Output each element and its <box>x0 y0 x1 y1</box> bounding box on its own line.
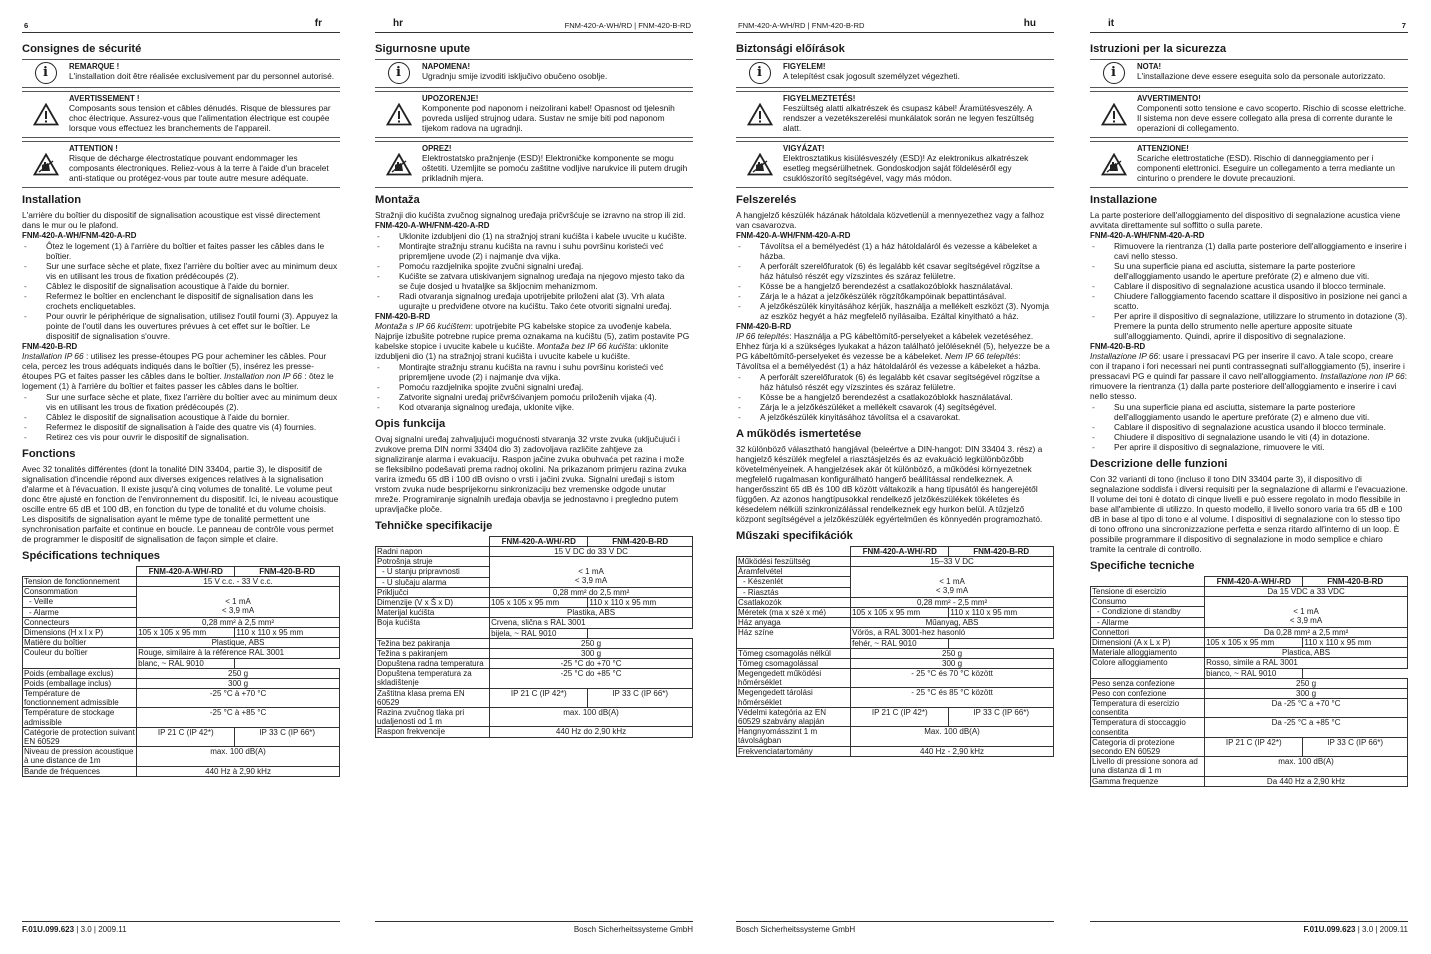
page-footer: F.01U.099.623 | 3.0 | 2009.11 <box>1090 921 1408 935</box>
notice-box <box>736 59 1054 88</box>
installation-intro: L'arrière du boîtier du dispositif de signalisation acoustique est vissé directement dans le mur ou le plafond. <box>22 210 321 231</box>
table-row: Matière du boîtier Plastique, ABS <box>23 638 340 648</box>
specs-heading: Spécifications techniques <box>22 549 161 562</box>
specs-heading: Műszaki specifikációk <box>736 529 853 542</box>
table-row: Température de fonctionnement admissible -25 °C à +70 °C <box>23 689 340 708</box>
installation-heading: Installazione <box>1090 194 1158 207</box>
table-row: Boja kućišta Crvena, slična s RAL 3001 <box>376 618 693 628</box>
warning-box <box>1090 91 1408 138</box>
functions-text: Ovaj signalni uređaj zahvaljujući mogućnosti stvaranja 32 vrste zvuka (uključujući i zvukove prema DIN normi 33404 dio 3) zadovoljava različite zahtjeve za signaliziranje alarma i evakuaciju. Raspon jačine zvuka obuhvaća pet razina i može se fleksibilno podešavati prema radnoj okolini. Na prikazanom primjeru razina zvuka varira između 65 dB i 100 dB ovisno o vrsti i jačini zvuka. Signalni uređaji s istom vrstom zvuka nude besprijekornu sinkronizaciju bez vremenske odgode unutar mreže. Programiranje signalnih uređaja obavlja se jednostavno i pregledno putem upravljačke ploče. <box>375 433 687 514</box>
esd-hand-icon <box>33 153 59 176</box>
table-row: Materiale alloggiamento Plastica, ABS <box>1091 648 1408 658</box>
notice-label: NOTA! <box>1137 61 1162 71</box>
table-row: Dimenzije (V x Š x D) 105 x 105 x 95 mm 110 x 110 x 95 mm <box>376 597 693 607</box>
caution-text: Elektrostatsko pražnjenje (ESD)! Elektroničke komponente se mogu oštetiti. Uzemljite se pomoću zaštitne vodljive narukvice ili putem drugih prikladnih mjera. <box>422 153 688 184</box>
list-item: - Radi otvaranja signalnog uređaja upotrijebite priloženi alat (3). Vrh alata ugurajte u predviđene otvore na kućištu. Tako ćete otvoriti signalni uređaj. <box>375 291 693 311</box>
specs-table: FNM-420-A-WH/-RD FNM-420-B-RD Tensione di esercizio Da 15 VDC a 33 VDC Consumo < 1 mA < 3,9 mA - Condizione di standby - Allarme Connettori Da 0,28 mm² a 2,5 mm² Dimensioni (A x L x P) 105 x 105 x 95 mm 110 x 110 x 95 mm Materiale alloggiamento Plastica, ABS Colore alloggiamento Rosso, simile a RAL 3001 bianco, ~ RAL 9010 Peso senza confezione 250 g Peso con confezione 300 g Temperatura di esercizio consentita Da -25 °C a +70 °C Temperatura di stoccaggio consentita Da -25 °C a +85 °C Categoria di protezione secondo EN 60529 IP 21 C (IP 42*) IP 33 C (IP 66*) Livello di pressione sonora ad una distanza di 1 m max. 100 dB(A) Gamma frequenze Da 440 Hz a 2,90 kHz <box>1090 576 1408 787</box>
warning-label: FIGYELMEZTETÉS! <box>783 93 856 103</box>
list-item: - Távolítsa el a bemélyedést (1) a ház hátoldaláról és vezesse a kábeleket a házba. <box>736 241 1054 261</box>
specs-heading: Tehničke specifikacije <box>375 519 493 532</box>
caution-text: Scariche elettrostatiche (ESD). Rischio di danneggiamento per i componenti elettronici. Eseguire un collegamento a terra mediante un cinturino o prendere le dovute precauzioni. <box>1137 153 1395 184</box>
table-row: Tensione di esercizio Da 15 VDC a 33 VDC <box>1091 587 1408 597</box>
list-item: - Sur une surface sèche et plate, fixez l'arrière du boîtier avec au minimum deux vis en utilisant les trous de fixation prédécoupés (2). <box>22 392 340 412</box>
model-b-heading: FNM-420-B-RD <box>1090 341 1146 351</box>
model-a-heading: FNM-420-A-WH/FNM-420-A-RD <box>22 231 137 241</box>
list-item: - Chiudere l'alloggiamento facendo scattare il dispositivo in posizione nei ganci a scatto. <box>1090 291 1408 311</box>
model-b-heading: FNM-420-B-RD <box>375 311 431 321</box>
table-row: Peso senza confezione 250 g <box>1091 678 1408 688</box>
table-row: Gamma frequenze Da 440 Hz a 2,90 kHz <box>1091 776 1408 786</box>
page-body <box>375 33 693 738</box>
table-row: - Allarme <box>1091 617 1408 627</box>
caution-label: ATTENZIONE! <box>1137 144 1189 154</box>
table-row: Connettori Da 0,28 mm² a 2,5 mm² <box>1091 627 1408 637</box>
model-a-steps <box>375 231 693 311</box>
model-b-intro: IP 66 telepítés: Használja a PG kábeltömítő-perselyeket a kábelek vezetéséhez. Ehhez fúrja ki a szükséges lyukakat a házon található jelöléseknél (5), helyezze be a PG kábeltömítő-perselyeket és vezesse be a kábeleket. Nem IP 66 telepítés: Távolítsa el a bemélyedést (1) a ház hátoldaláról és vezesse a kábeleket a házba. <box>736 331 1050 372</box>
language-code: it <box>1108 18 1115 30</box>
page-body <box>1090 33 1408 787</box>
page-italian <box>1090 17 1408 935</box>
list-item: - Montirajte stražnju stranu kućišta na ravnu i suhu površinu koristeći već pripremljene uvode (2) i najmanje dva vijka. <box>375 241 693 261</box>
table-row: - Veille <box>23 597 340 607</box>
model-b-steps <box>22 392 340 442</box>
functions-text: 32 különböző választható hangjával (beleértve a DIN-hangot: DIN 33404 3. rész) a hangjelző készülék megfelel a riasztásjelzés és az evakuáció legkülönbözőbb követelményeinek. A hangjelzések akár öt különböző, a működési környezetnek megfelelő rugalmasan konfigurálható hangerő beállítással rendelkeznek. A hangerősszint 65 dB és 100 dB között váltakozik a hang típusától és hangerejétől függően. Az azonos hangtípusokkal rendelkező jelzőkészülékek tökéletes és késedelem nélküli szinkronizálással rendelkeznek egy hurkon belül. A tűzjelző központ segítségével a jelzőkészülék egyértelműen és könnyedén programozható. <box>736 443 1043 524</box>
notice-text: Ugradnju smije izvoditi isključivo obučeno osoblje. <box>422 71 608 82</box>
installation-heading: Montaža <box>375 194 420 207</box>
table-row: Dopuštena temperatura za skladištenje -25 °C do +85 °C <box>376 669 693 688</box>
table-row: - Riasztás <box>737 587 1054 597</box>
list-item: - Refermez le boîtier en enclenchant le dispositif de signalisation dans les crochets encliquetables. <box>22 291 340 311</box>
list-item: - A perforált szerelőfuratok (6) és legalább két csavar segítségével rögzítse a ház hátulsó részét egy vízszintes és száraz felületre. <box>736 261 1054 281</box>
table-row: Dimensioni (A x L x P) 105 x 105 x 95 mm 110 x 110 x 95 mm <box>1091 637 1408 647</box>
caution-label: VIGYÁZAT! <box>783 144 825 154</box>
installation-intro: Stražnji dio kućišta zvučnog signalnog uređaja pričvršćuje se izravno na strop ili zid. <box>375 210 686 221</box>
info-icon: i <box>749 62 771 84</box>
table-row: Razina zvučnog tlaka pri udaljenosti od 1 m max. 100 dB(A) <box>376 708 693 727</box>
page-footer: Bosch Sicherheitssysteme GmbH <box>736 921 1054 935</box>
warning-label: AVERTISSEMENT ! <box>69 93 140 103</box>
table-row: bijela, ~ RAL 9010 <box>376 628 693 638</box>
model-a-heading: FNM-420-A-WH/FNM-420-A-RD <box>736 231 851 241</box>
warning-label: AVVERTIMENTO! <box>1137 93 1201 103</box>
model-a-heading: FNM-420-A-WH/FNM-420-A-RD <box>375 221 490 231</box>
table-row: Hangnyomásszint 1 m távolságban Max. 100 dB(A) <box>737 727 1054 746</box>
list-item: - Kösse be a hangjelző berendezést a csatlakozóblokk használatával. <box>736 392 1054 402</box>
table-row: - Condizione di standby <box>1091 607 1408 617</box>
list-item: - Câblez le dispositif de signalisation acoustique à l'aide du bornier. <box>22 412 340 422</box>
caution-text: Elektrosztatikus kisülésveszély (ESD)! Az elektronikus alkatrészek esetleg megsérülhetnek. Gondoskodjon saját földeléséről egy csuklószorító segítségével, vagy más módon. <box>783 153 1029 184</box>
table-row: Poids (emballage inclus) 300 g <box>23 678 340 688</box>
specs-table: FNM-420-A-WH/-RD FNM-420-B-RD Működési feszültség 15–33 V DC Áramfelvétel < 1 mA < 3,9 mA - Készenlét - Riasztás Csatlakozók 0,28 mm² - 2,5 mm² Méretek (ma x szé x mé) 105 x 105 x 95 mm 110 x 110 x 95 mm Ház anyaga Műanyag, ABS Ház színe Vörös, a RAL 3001-hez hasonló fehér, ~ RAL 9010 Tömeg csomagolás nélkül 250 g Tömeg csomagolással 300 g Megengedett működési hőmérséklet - 25 °C és 70 °C között Megengedett tárolási hőmérséklet - 25 °C és 85 °C között Védelmi kategória az EN 60529 szabvány alapján IP 21 C (IP 42*) IP 33 C (IP 66*) Hangnyomásszint 1 m távolságban Max. 100 dB(A) Frekvenciatartomány 440 Hz - 2,90 kHz <box>736 546 1054 757</box>
caution-label: ATTENTION ! <box>69 144 118 154</box>
table-row: Colore alloggiamento Rosso, simile a RAL 3001 <box>1091 658 1408 668</box>
caution-box <box>22 141 340 188</box>
warning-text: Componenti sotto tensione e cavo scoperto. Rischio di scosse elettriche. Il sistema non deve essere collegato alla presa di corrente durante le operazioni di collegamento. <box>1137 103 1407 134</box>
installation-intro: A hangjelző készülék házának hátoldala közvetlenül a mennyezethez vagy a falhoz van csavarozva. <box>736 210 1045 231</box>
list-item: - Montirajte stražnju stranu kućišta na ravnu i suhu površinu koristeći već pripremljene uvode (2) i najmanje dva vijka. <box>375 362 693 382</box>
page-header <box>736 17 1054 33</box>
table-row: Ház színe Vörös, a RAL 3001-hez hasonló <box>737 628 1054 638</box>
table-row: Csatlakozók 0,28 mm² - 2,5 mm² <box>737 597 1054 607</box>
table-row: Tömeg csomagolás nélkül 250 g <box>737 648 1054 658</box>
table-row: Poids (emballage exclus) 250 g <box>23 668 340 678</box>
table-row: Temperatura di esercizio consentita Da -25 °C a +70 °C <box>1091 699 1408 718</box>
table-row: Consumo < 1 mA < 3,9 mA <box>1091 597 1408 607</box>
notice-label: REMARQUE ! <box>69 61 120 71</box>
table-row: Temperatura di stoccaggio consentita Da -25 °C a +85 °C <box>1091 718 1408 737</box>
table-row: - Készenlét <box>737 577 1054 587</box>
doc-title: FNM-420-A-WH/RD | FNM-420-B-RD <box>738 20 865 30</box>
warning-triangle-icon <box>747 103 773 126</box>
page-body <box>736 33 1054 757</box>
list-item: - Pomoću razdjelnika spojite zvučni signalni uređaj. <box>375 382 693 392</box>
doc-title: FNM-420-A-WH/RD | FNM-420-B-RD <box>564 20 691 30</box>
page-hungarian <box>736 17 1054 935</box>
language-code: fr <box>314 18 322 30</box>
caution-box <box>375 141 693 188</box>
table-row: Tension de fonctionnement 15 V c.c. - 33 V c.c. <box>23 577 340 587</box>
notice-box <box>22 59 340 88</box>
notice-box <box>375 59 693 88</box>
model-a-steps <box>1090 241 1408 341</box>
table-row: Bande de fréquences 440 Hz à 2,90 kHz <box>23 766 340 776</box>
model-b-heading: FNM-420-B-RD <box>22 341 78 351</box>
caution-box <box>736 141 1054 188</box>
page-footer: Bosch Sicherheitssysteme GmbH <box>375 921 693 935</box>
table-row: - U slučaju alarma <box>376 577 693 587</box>
warning-box <box>22 91 340 138</box>
list-item: - Cablare il dispositivo di segnalazione acustica usando il blocco terminale. <box>1090 422 1408 432</box>
functions-heading: Descrizione delle funzioni <box>1090 458 1228 471</box>
list-item: - Kod otvaranja signalnog uređaja, uklonite vijke. <box>375 402 693 412</box>
warning-text: Feszültség alatti alkatrészek és csupasz kábel! Áramütésveszély. A rendszer a vezetékszerelési munkálatok során ne legyen feszültség alatt. <box>783 103 1034 134</box>
table-row: Áramfelvétel < 1 mA < 3,9 mA <box>737 567 1054 577</box>
list-item: - Rimuovere la rientranza (1) dalla parte posteriore dell'alloggiamento e inserire i cavi nello stesso. <box>1090 241 1408 261</box>
list-item: - Chiudere il dispositivo di segnalazione usando le viti (4) in dotazione. <box>1090 432 1408 442</box>
info-icon: i <box>388 62 410 84</box>
language-code: hr <box>393 18 403 30</box>
caution-label: OPREZ! <box>422 144 452 154</box>
table-row: blanc, ~ RAL 9010 <box>23 658 340 668</box>
table-row: fehér, ~ RAL 9010 <box>737 638 1054 648</box>
list-item: - Kućište se zatvara utiskivanjem signalnog uređaja na njegovo mjesto tako da se čuje dosjed u hvataljke sa škljocnim mehanizmom. <box>375 271 693 291</box>
list-item: - Zárja le a jelzőkészüléket a mellékelt csavarok (4) segítségével. <box>736 402 1054 412</box>
warning-label: UPOZORENJE! <box>422 93 479 103</box>
notice-text: A telepítést csak jogosult személyzet végezheti. <box>783 71 960 82</box>
table-row: Težina s pakiranjem 300 g <box>376 648 693 658</box>
table-row: Peso con confezione 300 g <box>1091 688 1408 698</box>
safety-title: Biztonsági előírások <box>736 43 845 55</box>
specs-table: FNM-420-A-WH/-RD FNM-420-B-RD Radni napon 15 V DC do 33 V DC Potrošnja struje < 1 mA < 3,9 mA - U stanju pripravnosti - U slučaju alarma Priključci 0,28 mm² do 2,5 mm² Dimenzije (V x Š x D) 105 x 105 x 95 mm 110 x 110 x 95 mm Materijal kućišta Plastika, ABS Boja kućišta Crvena, slična s RAL 3001 bijela, ~ RAL 9010 Težina bez pakiranja 250 g Težina s pakiranjem 300 g Dopuštena radna temperatura -25 °C do +70 °C Dopuštena temperatura za skladištenje -25 °C do +85 °C Zaštitna klasa prema EN 60529 IP 21 C (IP 42*) IP 33 C (IP 66*) Razina zvučnog tlaka pri udaljenosti od 1 m max. 100 dB(A) Raspon frekvencije 440 Hz do 2,90 kHz <box>375 536 693 738</box>
info-icon: i <box>1103 62 1125 84</box>
table-row: Température de stockage admissible -25 °C à +85 °C <box>23 708 340 727</box>
list-item: - Per aprire il dispositivo di segnalazione, utilizzare lo strumento in dotazione (3). Premere la punta dello strumento nelle aperture apposite situate sull'alloggiamento. Quindi, aprire il dispositivo di segnalazione. <box>1090 311 1408 341</box>
table-row: Priključci 0,28 mm² do 2,5 mm² <box>376 587 693 597</box>
info-icon: i <box>35 62 57 84</box>
installation-heading: Installation <box>22 194 82 207</box>
notice-text: L'installation doit être réalisée exclusivement par du personnel autorisé. <box>69 71 335 82</box>
list-item: - A jelzőkészülék kinyitásához kérjük, használja a mellékelt eszközt (3). Nyomja az eszköz hegyét a ház megfelelő nyílásaiba. Ezáltal kinyitható a ház. <box>736 301 1054 321</box>
language-code: hu <box>1023 18 1036 30</box>
caution-box <box>1090 141 1408 188</box>
notice-label: NAPOMENA! <box>422 61 471 71</box>
esd-hand-icon <box>386 153 412 176</box>
table-row: Materijal kućišta Plastika, ABS <box>376 608 693 618</box>
notice-box <box>1090 59 1408 88</box>
model-b-steps <box>1090 402 1408 452</box>
table-row: Frekvenciatartomány 440 Hz - 2,90 kHz <box>737 746 1054 756</box>
list-item: - Per aprire il dispositivo di segnalazione, rimuovere le viti. <box>1090 442 1408 452</box>
model-b-steps <box>736 372 1054 422</box>
table-row: Potrošnja struje < 1 mA < 3,9 mA <box>376 557 693 567</box>
list-item: - Su una superficie piana ed asciutta, sistemare la parte posteriore dell'alloggiamento usando le aperture prefórate (2) e almeno due viti. <box>1090 402 1408 422</box>
list-item: - Zatvorite signalni uređaj pričvršćivanjem pomoću priloženih vijaka (4). <box>375 392 693 402</box>
table-row: Méretek (ma x szé x mé) 105 x 105 x 95 mm 110 x 110 x 95 mm <box>737 607 1054 617</box>
model-b-intro: Montaža s IP 66 kućištem: upotrijebite PG kabelske stopice za uvođenje kabela. Najprije izbušite potrebne rupice prema oznakama na kućištu (5), zatim postavite PG kabelske stopice i uvucite kabele u kućište. Montaža bez IP 66 kućišta: uklonite izdubljeni dio (1) na stražnjoj strani kućišta i uvucite kabele u kućište. <box>375 321 690 362</box>
list-item: - Zárja le a házat a jelzőkészülék rögzítőkampóinak bepattintásával. <box>736 291 1054 301</box>
warning-text: Komponente pod naponom i neizolirani kabel! Opasnost od tjelesnih povreda uslijed strujnog udara. Sustav ne smije biti pod naponom tijekom radova na ugradnji. <box>422 103 675 134</box>
warning-triangle-icon <box>1101 103 1127 126</box>
list-item: - Sur une surface sèche et plate, fixez l'arrière du boîtier avec au minimum deux vis en utilisant les trous de fixation prédécoupés (2). <box>22 261 340 281</box>
table-row: - Alarme <box>23 607 340 617</box>
table-row: Težina bez pakiranja 250 g <box>376 638 693 648</box>
list-item: - Su una superficie piana ed asciutta, sistemare la parte posteriore dell'alloggiamento usando le aperture prefórate (2) e almeno due viti. <box>1090 261 1408 281</box>
list-item: - Câblez le dispositif de signalisation acoustique à l'aide du bornier. <box>22 281 340 291</box>
table-row: Dimensions (H x l x P) 105 x 105 x 95 mm 110 x 110 x 95 mm <box>23 627 340 637</box>
specs-heading: Specifiche tecniche <box>1090 559 1195 572</box>
table-row: Tömeg csomagolással 300 g <box>737 658 1054 668</box>
list-item: - A perforált szerelőfuratok (6) és legalább két csavar segítségével rögzítse a ház hátulsó részét egy vízszintes és száraz felületre. <box>736 372 1054 392</box>
caution-text: Risque de décharge électrostatique pouvant endommager les composants électroniques. Reliez-vous à la terre à l'aide d'un bracelet anti-statique ou protégez-vous par toute autre mesure adéquate. <box>69 153 329 184</box>
page-header <box>22 17 340 33</box>
page-number: 7 <box>1401 20 1406 30</box>
list-item: - Pour ouvrir le périphérique de signalisation, utilisez l'outil fourni (3). Appuyez la pointe de l'outil dans les ouvertures prévues à cet effet sur le boîtier. Le dispositif de signalisation s'ouvre. <box>22 311 340 341</box>
table-row: Zaštitna klasa prema EN 60529 IP 21 C (IP 42*) IP 33 C (IP 66*) <box>376 688 693 707</box>
specs-table: FNM-420-A-WH/-RD FNM-420-B-RD Tension de fonctionnement 15 V c.c. - 33 V c.c. Consommation < 1 mA < 3,9 mA - Veille - Alarme Connecteurs 0,28 mm² à 2,5 mm² Dimensions (H x l x P) 105 x 105 x 95 mm 110 x 110 x 95 mm Matière du boîtier Plastique, ABS Couleur du boîtier Rouge, similaire à la référence RAL 3001 blanc, ~ RAL 9010 Poids (emballage exclus) 250 g Poids (emballage inclus) 300 g Température de fonctionnement admissible -25 °C à +70 °C Température de stockage admissible -25 °C à +85 °C Catégorie de protection suivant EN 60529 IP 21 C (IP 42*) IP 33 C (IP 66*) Niveau de pression acoustique à une distance de 1m max. 100 dB(A) Bande de fréquences 440 Hz à 2,90 kHz <box>22 566 340 777</box>
table-row: Radni napon 15 V DC do 33 V DC <box>376 547 693 557</box>
table-row: Védelmi kategória az EN 60529 szabvány alapján IP 21 C (IP 42*) IP 33 C (IP 66*) <box>737 707 1054 726</box>
esd-hand-icon <box>747 153 773 176</box>
model-a-heading: FNM-420-A-WH/FNM-420-A-RD <box>1090 231 1205 241</box>
model-a-steps <box>736 241 1054 321</box>
table-row: Categoria di protezione secondo EN 60529 IP 21 C (IP 42*) IP 33 C (IP 66*) <box>1091 737 1408 756</box>
model-b-heading: FNM-420-B-RD <box>736 321 792 331</box>
page-header <box>375 17 693 33</box>
model-b-intro: Installation IP 66 : utilisez les presse-étoupes PG pour acheminer les câbles. Pour cela, percez les trous adéquats indiqués dans le boîtier (5), insérez les presse-étoupes PG et faites passer les câbles dans le boîtier. Installation non IP 66 : ôtez le logement (1) à l'arrière du boîtier et faites passer les câbles dans le boîtier. <box>22 351 334 392</box>
list-item: - Ôtez le logement (1) à l'arrière du boîtier et faites passer les câbles dans le boîtier. <box>22 241 340 261</box>
table-row: Niveau de pression acoustique à une distance de 1m max. 100 dB(A) <box>23 747 340 766</box>
functions-heading: A működés ismertetése <box>736 428 862 441</box>
functions-heading: Fonctions <box>22 448 76 461</box>
table-row: bianco, ~ RAL 9010 <box>1091 668 1408 678</box>
list-item: - A jelzőkészülék kinyitásához távolítsa el a csavarokat. <box>736 412 1054 422</box>
warning-triangle-icon <box>386 103 412 126</box>
table-row: Ház anyaga Műanyag, ABS <box>737 618 1054 628</box>
warning-text: Composants sous tension et câbles dénudés. Risque de blessures par choc électrique. Assurez-vous que l'alimentation électrique est coupée lorsque vous effectuez les branchements de l'appareil. <box>69 103 331 134</box>
table-row: Megengedett működési hőmérséklet - 25 °C és 70 °C között <box>737 669 1054 688</box>
safety-title: Sigurnosne upute <box>375 43 471 55</box>
page-header <box>1090 17 1408 33</box>
installation-intro: La parte posteriore dell'alloggiamento del dispositivo di segnalazione acustica viene avvitata direttamente sul soffitto o sulla parete. <box>1090 210 1401 231</box>
table-row: Dopuštena radna temperatura -25 °C do +70 °C <box>376 659 693 669</box>
model-b-steps <box>375 362 693 412</box>
table-row: Livello di pressione sonora ad una distanza di 1 m max. 100 dB(A) <box>1091 757 1408 776</box>
notice-label: FIGYELEM! <box>783 61 826 71</box>
list-item: - Refermez le dispositif de signalisation à l'aide des quatre vis (4) fournies. <box>22 422 340 432</box>
table-row: Consommation < 1 mA < 3,9 mA <box>23 587 340 597</box>
list-item: - Kösse be a hangjelző berendezést a csatlakozóblokk használatával. <box>736 281 1054 291</box>
page-number: 6 <box>24 20 29 30</box>
model-a-steps <box>22 241 340 341</box>
table-row: Catégorie de protection suivant EN 60529 IP 21 C (IP 42*) IP 33 C (IP 66*) <box>23 727 340 746</box>
safety-title: Consignes de sécurité <box>22 43 142 55</box>
list-item: - Retirez ces vis pour ouvrir le dispositif de signalisation. <box>22 432 340 442</box>
warning-triangle-icon <box>33 103 59 126</box>
table-row: Connecteurs 0,28 mm² à 2,5 mm² <box>23 617 340 627</box>
page-french <box>22 17 340 935</box>
table-row: Működési feszültség 15–33 V DC <box>737 557 1054 567</box>
functions-heading: Opis funkcija <box>375 418 446 431</box>
page-croatian <box>375 17 693 935</box>
safety-title: Istruzioni per la sicurezza <box>1090 43 1227 55</box>
warning-box <box>375 91 693 138</box>
functions-text: Con 32 varianti di tono (incluso il tono DIN 33404 parte 3), il dispositivo di segnalazione soddisfa i diversi requisiti per la segnalazione di allarmi e l'evacuazione. Il volume dei toni è dotato di cinque livelli e può essere regolato in modo flessibile in base all'ambiente di utilizzo. In questo modello, il livello sonoro varia tra 65 dB e 100 dB in base al tipo di tono e al volume. I dispositivi di segnalazione con lo stesso tipo di tono offrono una sincronizzazione perfetta e senza ritardo all'interno di un loop. È possibile programmare il dispositivo di segnalazione in modo semplice e chiaro tramite la centrale di controllo. <box>1090 473 1408 554</box>
functions-text: Avec 32 tonalités différentes (dont la tonalité DIN 33404, partie 3), le dispositif de signalisation d'incendie répond aux diverses exigences relatives à la signalisation d'alarme et à l'évacuation. Il existe jusqu'à cinq volumes de tonalité. Le volume peut donc être ajusté en fonction de l'environnement du dispositif. Ici, le niveau acoustique oscille entre 65 dB et 100 dB, en fonction du type de tonalité et du volume choisis. Les dispositifs de signalisation ayant le même type de tonalité permettent une synchronisation parfaite et continue en boucle. Le panneau de contrôle vous permet de programmer le dispositif de signalisation de façon simple et claire. <box>22 463 339 544</box>
installation-heading: Felszerelés <box>736 194 797 207</box>
list-item: - Uklonite izdubljeni dio (1) na stražnjoj strani kućišta i kabele uvucite u kućište. <box>375 231 693 241</box>
list-item: - Pomoću razdjelnika spojite zvučni signalni uređaj. <box>375 261 693 271</box>
table-row: Raspon frekvencije 440 Hz do 2,90 kHz <box>376 727 693 737</box>
model-b-intro: Installazione IP 66: usare i pressacavi PG per inserire il cavo. A tale scopo, creare con il trapano i fori necessari nei punti contrassegnati sull'alloggiamento (5), inserire i pressacavi PG e quindi far passare il cavo nell'alloggiamento. Installazione non IP 66: rimuovere la rientranza (1) dalla parte posteriore dell'alloggiamento e inserire i cavi nello stesso. <box>1090 351 1407 402</box>
notice-text: L'installazione deve essere eseguita solo da personale autorizzato. <box>1137 71 1386 82</box>
esd-hand-icon <box>1101 153 1127 176</box>
warning-box <box>736 91 1054 138</box>
table-row: Megengedett tárolási hőmérséklet - 25 °C és 85 °C között <box>737 688 1054 707</box>
list-item: - Cablare il dispositivo di segnalazione acustica usando il blocco terminale. <box>1090 281 1408 291</box>
table-row: Couleur du boîtier Rouge, similaire à la référence RAL 3001 <box>23 648 340 658</box>
page-footer: F.01U.099.623 | 3.0 | 2009.11 <box>22 921 340 935</box>
table-row: - U stanju pripravnosti <box>376 567 693 577</box>
page-body <box>22 33 340 777</box>
